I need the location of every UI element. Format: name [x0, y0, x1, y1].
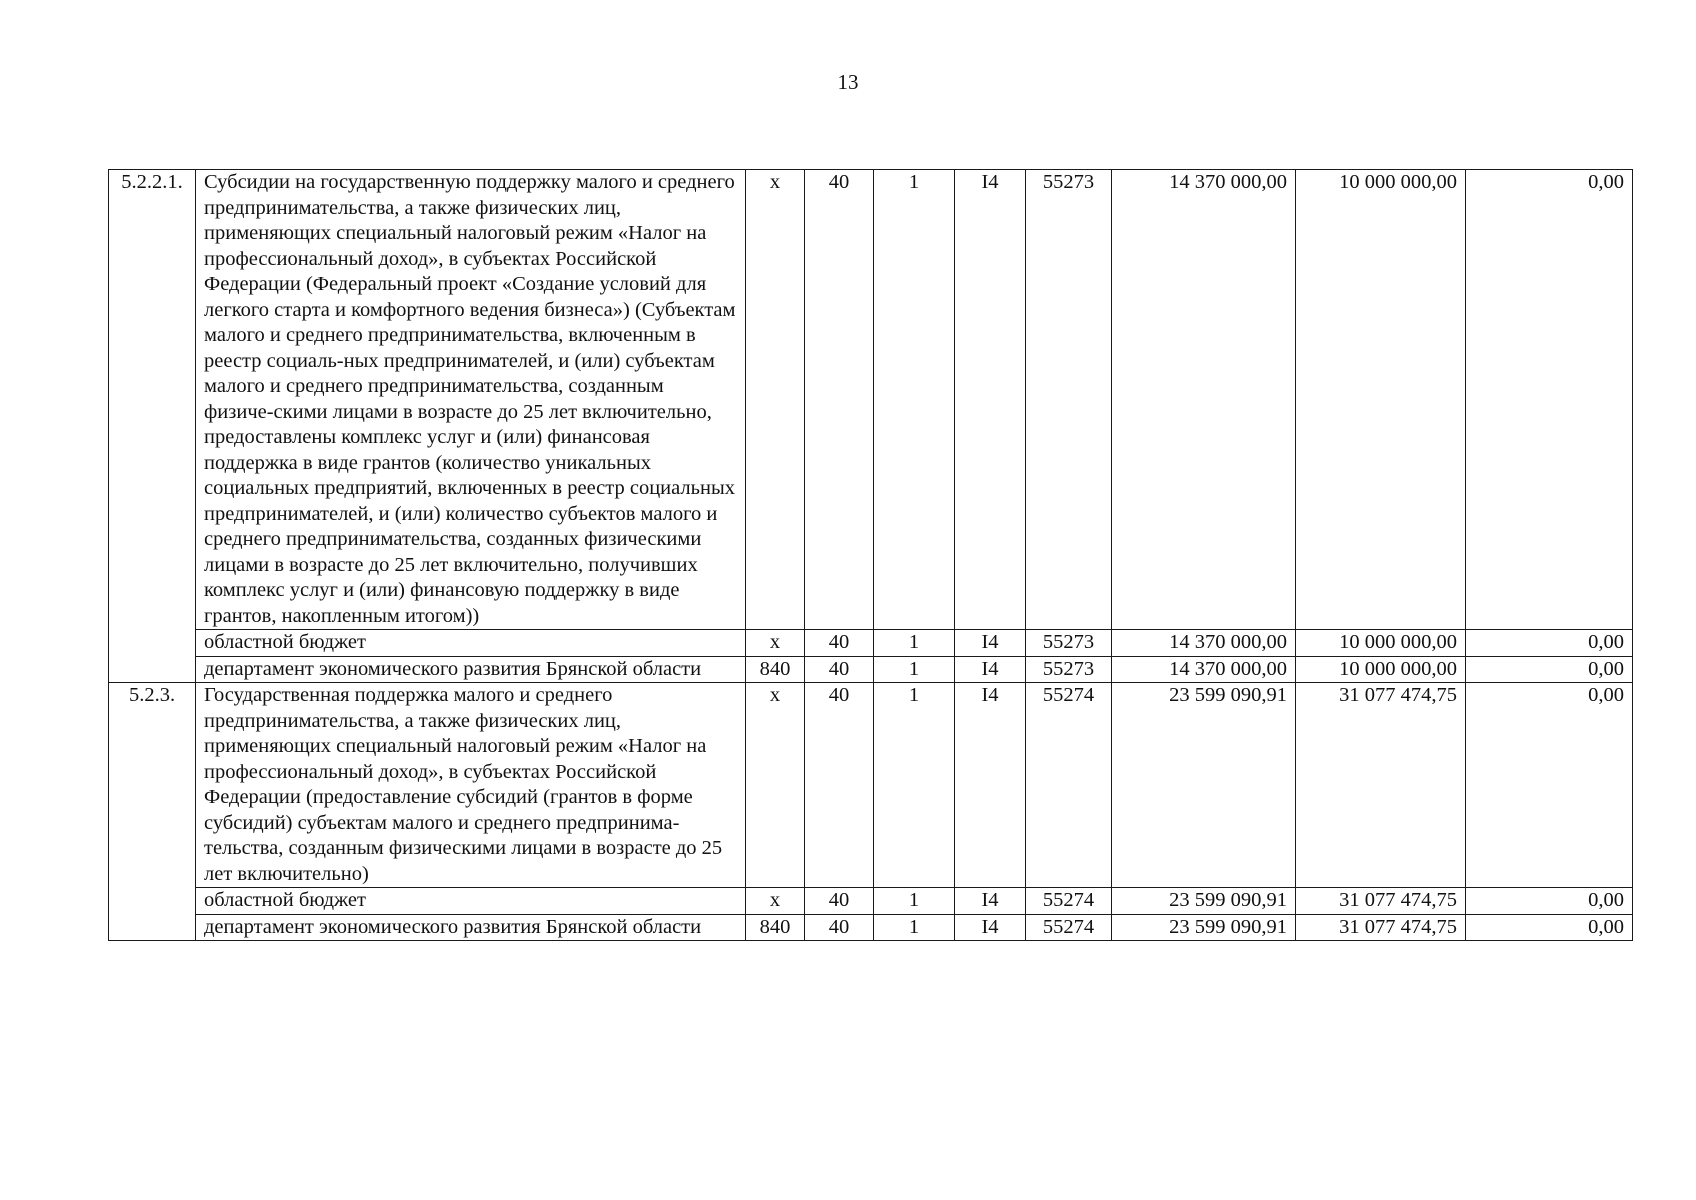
cell-rz: 40	[805, 914, 874, 941]
cell-code: 55274	[1026, 888, 1112, 915]
cell-pr: 1	[874, 888, 955, 915]
cell-rz: 40	[805, 630, 874, 657]
row-description: Государственная поддержка малого и среднего предпринимательства, а также физических лиц, применяющих специальный налоговый режим «Налог на профессиональный доход», в субъектах Российской Федерации (предоставление субсидий (грантов в форме субсидий) субъектам малого и среднего предпринима-тельства, созданным физическими лицами в возрасте до 25 лет включительно)	[196, 683, 746, 888]
cell-amount-1: 14 370 000,00	[1112, 656, 1296, 683]
cell-cs: I4	[955, 170, 1026, 630]
cell-pr: 1	[874, 656, 955, 683]
row-description: Субсидии на государственную поддержку малого и среднего предпринимательства, а также физических лиц, применяющих специальный налоговый режим «Налог на профессиональный доход», в субъектах Российской Федерации (Федеральный проект «Создание условий для легкого старта и комфортного ведения бизнеса») (Субъектам малого и среднего предпринимательства, включенным в реестр социаль-ных предпринимателей, и (или) субъектам малого и среднего предпринимательства, созданным физиче-скими лицами в возрасте до 25 лет включительно, предоставлены комплекс услуг и (или) финансовая поддержка в виде грантов (количество уникальных социальных предприятий, включенных в реестр социальных предпринимателей, и (или) количество субъектов малого и среднего предпринимательства, созданных физическими лицами в возрасте до 25 лет включительно, получивших комплекс услуг и (или) финансовую поддержку в виде грантов, накопленным итогом))	[196, 170, 746, 630]
table-row	[109, 888, 1633, 915]
cell-cs: I4	[955, 914, 1026, 941]
cell-amount-2: 31 077 474,75	[1296, 683, 1466, 888]
row-number: 5.2.2.1.	[109, 170, 196, 683]
budget-table	[108, 169, 1633, 941]
cell-code: 55273	[1026, 630, 1112, 657]
table-row	[109, 630, 1633, 657]
row-number: 5.2.3.	[109, 683, 196, 941]
cell-grbs: х	[746, 683, 805, 888]
cell-amount-1: 14 370 000,00	[1112, 170, 1296, 630]
cell-code: 55274	[1026, 914, 1112, 941]
row-description: департамент экономического развития Брянской области	[196, 914, 746, 941]
cell-cs: I4	[955, 656, 1026, 683]
cell-pr: 1	[874, 630, 955, 657]
row-description: департамент экономического развития Брянской области	[196, 656, 746, 683]
table-row	[109, 683, 1633, 888]
cell-amount-1: 23 599 090,91	[1112, 888, 1296, 915]
cell-amount-1: 23 599 090,91	[1112, 914, 1296, 941]
cell-amount-2: 10 000 000,00	[1296, 170, 1466, 630]
cell-rz: 40	[805, 888, 874, 915]
cell-pr: 1	[874, 170, 955, 630]
table-row	[109, 914, 1633, 941]
cell-amount-3: 0,00	[1466, 630, 1633, 657]
cell-grbs: 840	[746, 656, 805, 683]
cell-grbs: 840	[746, 914, 805, 941]
page-number: 13	[837, 70, 859, 94]
table-row	[109, 656, 1633, 683]
cell-code: 55274	[1026, 683, 1112, 888]
cell-code: 55273	[1026, 656, 1112, 683]
table-row	[109, 170, 1633, 630]
cell-amount-1: 14 370 000,00	[1112, 630, 1296, 657]
cell-amount-3: 0,00	[1466, 170, 1633, 630]
cell-amount-2: 31 077 474,75	[1296, 888, 1466, 915]
cell-amount-2: 31 077 474,75	[1296, 914, 1466, 941]
cell-amount-2: 10 000 000,00	[1296, 630, 1466, 657]
cell-rz: 40	[805, 170, 874, 630]
cell-amount-2: 10 000 000,00	[1296, 656, 1466, 683]
row-description: областной бюджет	[196, 888, 746, 915]
cell-cs: I4	[955, 683, 1026, 888]
cell-amount-3: 0,00	[1466, 888, 1633, 915]
cell-amount-1: 23 599 090,91	[1112, 683, 1296, 888]
cell-code: 55273	[1026, 170, 1112, 630]
cell-amount-3: 0,00	[1466, 683, 1633, 888]
cell-grbs: х	[746, 630, 805, 657]
cell-pr: 1	[874, 914, 955, 941]
cell-amount-3: 0,00	[1466, 656, 1633, 683]
cell-grbs: х	[746, 170, 805, 630]
cell-grbs: х	[746, 888, 805, 915]
cell-pr: 1	[874, 683, 955, 888]
row-description: областной бюджет	[196, 630, 746, 657]
cell-cs: I4	[955, 630, 1026, 657]
cell-cs: I4	[955, 888, 1026, 915]
cell-rz: 40	[805, 683, 874, 888]
cell-rz: 40	[805, 656, 874, 683]
cell-amount-3: 0,00	[1466, 914, 1633, 941]
